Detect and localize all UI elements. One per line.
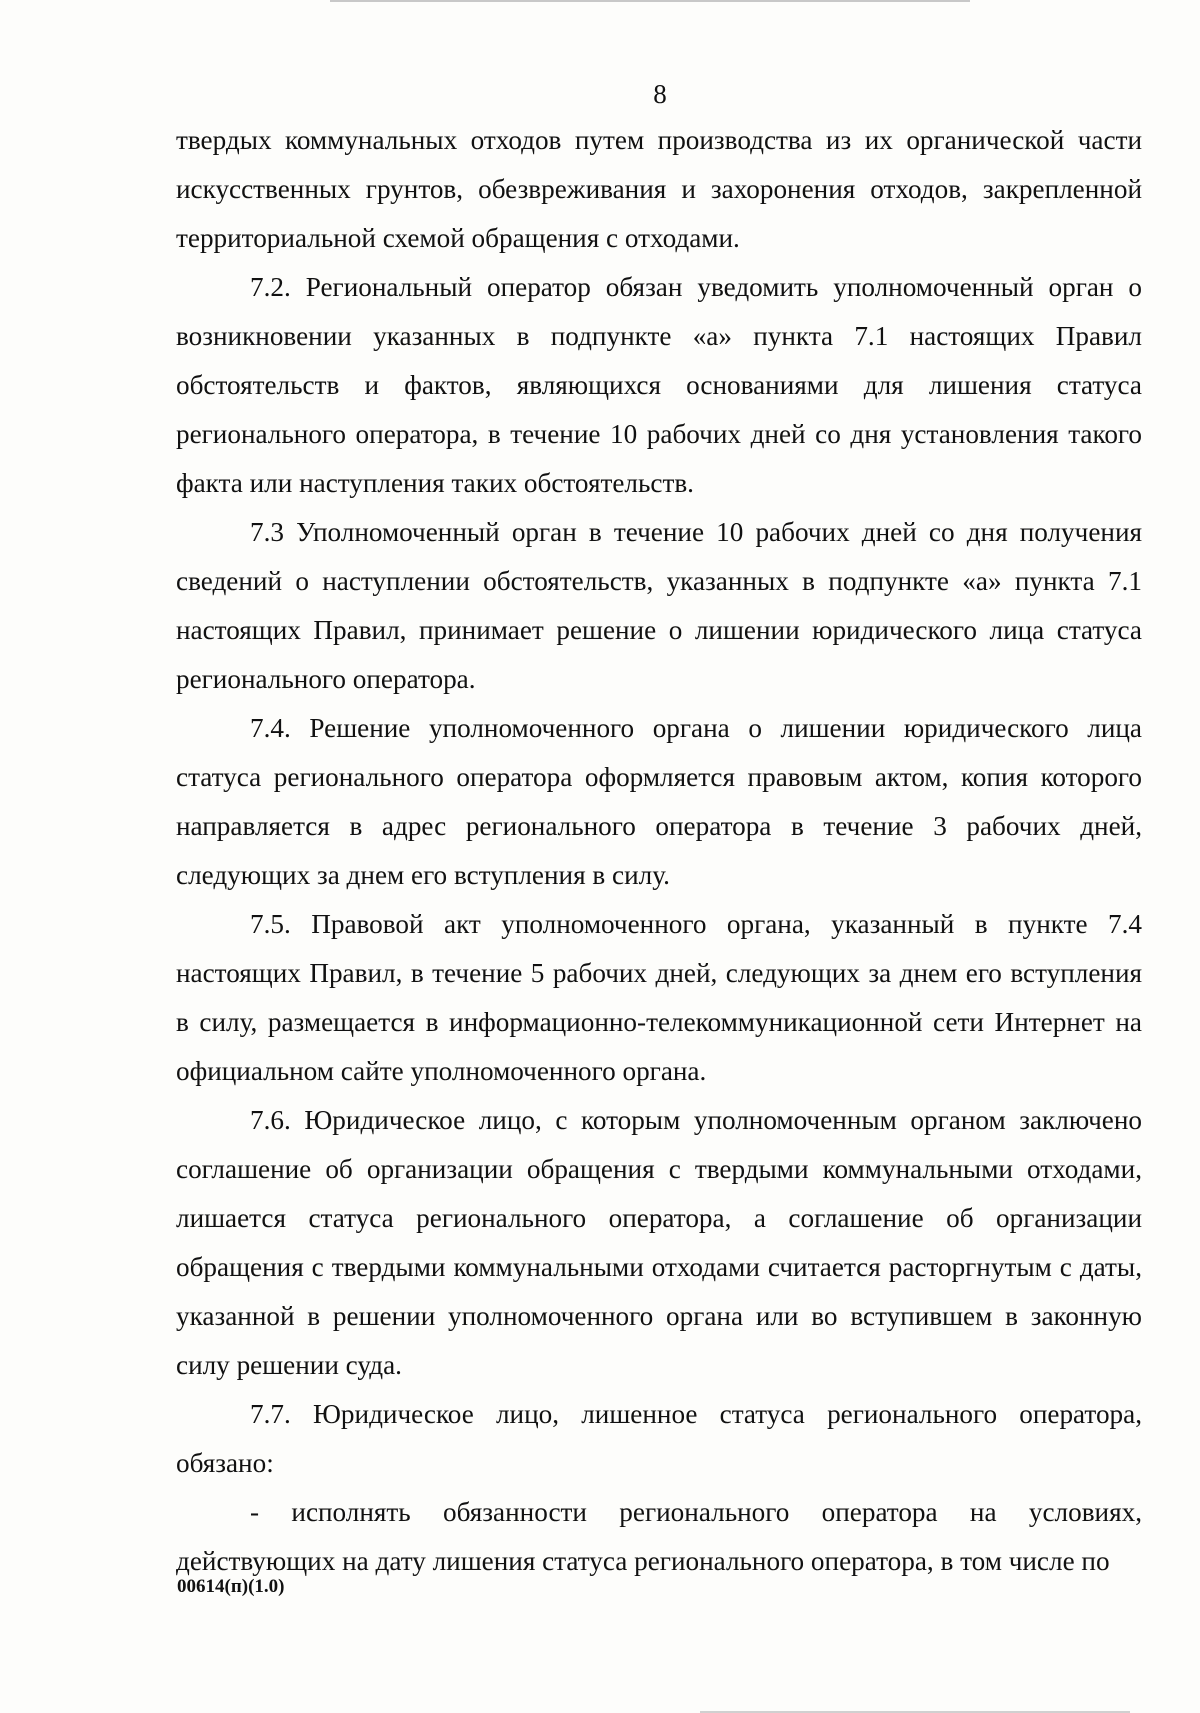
paragraph-7-5: 7.5. Правовой акт уполномоченного органа, указанный в пункте 7.4 настоящих Правил, в течение 5 рабочих дней, следующих за днем его вступления в силу, размещается в информационно-телекоммуникационной сети Интернет на официальном сайте уполномоченного органа.: [176, 909, 1142, 1086]
paragraph-7-2: 7.2. Региональный оператор обязан уведомить уполномоченный орган о возникновении указанных в подпункте «а» пункта 7.1 настоящих Правил обстоятельств и фактов, являющихся основаниями для лишения статуса регионального оператора, в течение 10 рабочих дней со дня установления такого факта или наступления таких обстоятельств.: [176, 272, 1142, 498]
document-code: 00614(п)(1.0): [177, 1576, 285, 1597]
document-body: [176, 116, 1142, 1586]
scan-artifact-top: [330, 0, 970, 2]
paragraph-7-7-list-item: - исполнять обязанности регионального оператора на условиях, действующих на дату лишения статуса регионального оператора, в том числе по: [176, 1497, 1142, 1576]
paragraph-7-6: 7.6. Юридическое лицо, с которым уполномоченным органом заключено соглашение об организации обращения с твердыми коммунальными отходами, лишается статуса регионального оператора, а соглашение об организации обращения с твердыми коммунальными отходами считается расторгнутым с даты, указанной в решении уполномоченного органа или во вступившем в законную силу решении суда.: [176, 1105, 1142, 1380]
paragraph-7-4: 7.4. Решение уполномоченного органа о лишении юридического лица статуса регионального оператора оформляется правовым актом, копия которого направляется в адрес регионального оператора в течение 3 рабочих дней, следующих за днем его вступления в силу.: [176, 713, 1142, 890]
page-number: 8: [653, 79, 667, 109]
paragraph-7-7: 7.7. Юридическое лицо, лишенное статуса регионального оператора, обязано:: [176, 1399, 1142, 1478]
paragraph-7-3: 7.3 Уполномоченный орган в течение 10 рабочих дней со дня получения сведений о наступлении обстоятельств, указанных в подпункте «а» пункта 7.1 настоящих Правил, принимает решение о лишении юридического лица статуса регионального оператора.: [176, 517, 1142, 694]
paragraph-continuation: твердых коммунальных отходов путем производства из их органической части искусственных грунтов, обезвреживания и захоронения отходов, закрепленной территориальной схемой обращения с отходами.: [176, 125, 1142, 253]
